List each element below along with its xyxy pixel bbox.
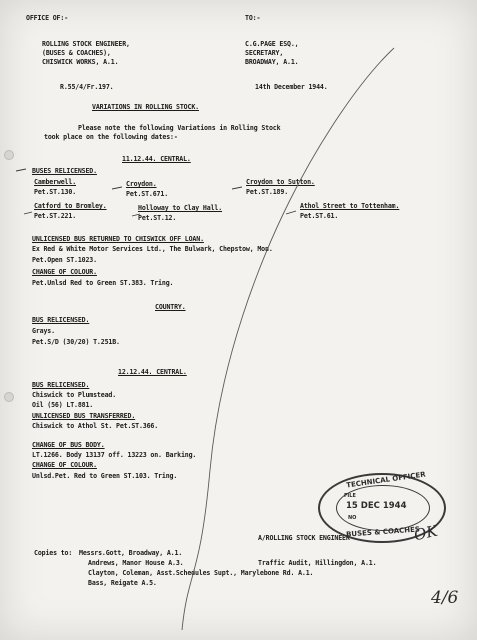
tick-marks — [16, 169, 296, 216]
intro-line: took place on the following dates:- — [44, 133, 178, 141]
place: Grays. — [32, 327, 55, 335]
vehicle: Pet.ST.12. — [138, 214, 177, 222]
section-heading: 11.12.44. CENTRAL. — [122, 155, 191, 163]
transferred-heading: UNLICENSED BUS TRANSFERRED. — [32, 412, 136, 420]
relicensed-vehicle: Oil (56) LT.881. — [32, 401, 94, 409]
stamp-top-text: TECHNICAL OFFICER — [345, 470, 427, 490]
from-line: (BUSES & COACHES), — [42, 49, 111, 57]
colour-heading: CHANGE OF COLOUR. — [32, 268, 97, 276]
transferred-line: Chiswick to Athol St. Pet.ST.366. — [32, 422, 159, 430]
place: Croydon. — [126, 180, 157, 188]
to-line: BROADWAY, A.1. — [245, 58, 299, 66]
vehicle: Pet.S/D (30/20) T.251B. — [32, 338, 120, 346]
subject-title: VARIATIONS IN ROLLING STOCK. — [92, 103, 199, 111]
to-line: SECRETARY, — [245, 49, 284, 57]
from-line: CHISWICK WORKS, A.1. — [42, 58, 119, 66]
place: Catford to Bromley. — [34, 202, 107, 210]
copies-line: Messrs.Gott, Broadway, A.1. — [79, 549, 183, 557]
intro-line: Please note the following Variations in Rolling Stock — [78, 124, 281, 132]
colour-line: Unlsd.Pet. Red to Green ST.103. Tring. — [32, 472, 178, 480]
stamp-bottom-text: BUSES & COACHES — [345, 525, 421, 539]
signature-line: A/ROLLING STOCK ENGINEER — [258, 534, 350, 542]
vehicle: Pet.ST.189. — [246, 188, 289, 196]
handwritten-ok: OK — [412, 521, 440, 545]
colour-line: Pet.Unlsd Red to Green ST.383. Tring. — [32, 279, 174, 287]
body-heading: CHANGE OF BUS BODY. — [32, 441, 105, 449]
stamp-date: 15 DEC 1944 — [346, 501, 407, 511]
vehicle: Pet.ST.671. — [126, 190, 169, 198]
place: Croydon to Sutton. — [246, 178, 315, 186]
bus-relicensed-heading: BUS RELICENSED. — [32, 381, 90, 389]
stamp-no-label: NO — [348, 515, 357, 521]
pencil-line-path — [182, 48, 394, 630]
copies-line: Clayton, Coleman, Asst.Schedules Supt., Marylebone Rd. A.1. — [88, 569, 314, 577]
bus-relicensed-heading: BUS RELICENSED. — [32, 316, 90, 324]
buses-relicensed-heading: BUSES RELICENSED. — [32, 167, 97, 175]
body-line: LT.1266. Body 13137 off. 13223 on. Barking. — [32, 451, 197, 459]
country-heading: COUNTRY. — [155, 303, 186, 311]
section-heading: 12.12.44. CENTRAL. — [118, 368, 187, 376]
from-line: ROLLING STOCK ENGINEER, — [42, 40, 130, 48]
loan-line: Ex Red & White Motor Services Ltd., The Bulwark, Chepstow, Mon. — [32, 245, 273, 253]
place: Holloway to Clay Hall. — [138, 204, 223, 212]
copies-line: Bass, Reigate A.5. — [88, 579, 157, 587]
vehicle: Pet.ST.130. — [34, 188, 77, 196]
copies-label: Copies to: — [34, 549, 73, 557]
place: Camberwell. — [34, 178, 77, 186]
from-label: OFFICE OF:- — [26, 14, 69, 22]
loan-heading: UNLICENSED BUS RETURNED TO CHISWICK OFF LOAN. — [32, 235, 204, 243]
copies-extra: Traffic Audit, Hillingdon, A.1. — [258, 559, 377, 567]
vehicle: Pet.ST.221. — [34, 212, 77, 220]
colour-heading: CHANGE OF COLOUR. — [32, 461, 97, 469]
place: Athol Street to Tottenham. — [300, 202, 400, 210]
vehicle: Pet.ST.61. — [300, 212, 339, 220]
reference-number: R.55/4/Fr.197. — [60, 83, 114, 91]
loan-vehicle: Pet.Open ST.1023. — [32, 256, 97, 264]
to-label: TO:- — [245, 14, 261, 22]
handwritten-page-number: 4/6 — [431, 588, 459, 608]
to-line: C.G.PAGE ESQ., — [245, 40, 299, 48]
letter-date: 14th December 1944. — [255, 83, 328, 91]
stamp-file-label: FILE — [344, 493, 356, 499]
copies-line: Andrews, Manor House A.3. — [88, 559, 184, 567]
relicensed-line: Chiswick to Plumstead. — [32, 391, 117, 399]
